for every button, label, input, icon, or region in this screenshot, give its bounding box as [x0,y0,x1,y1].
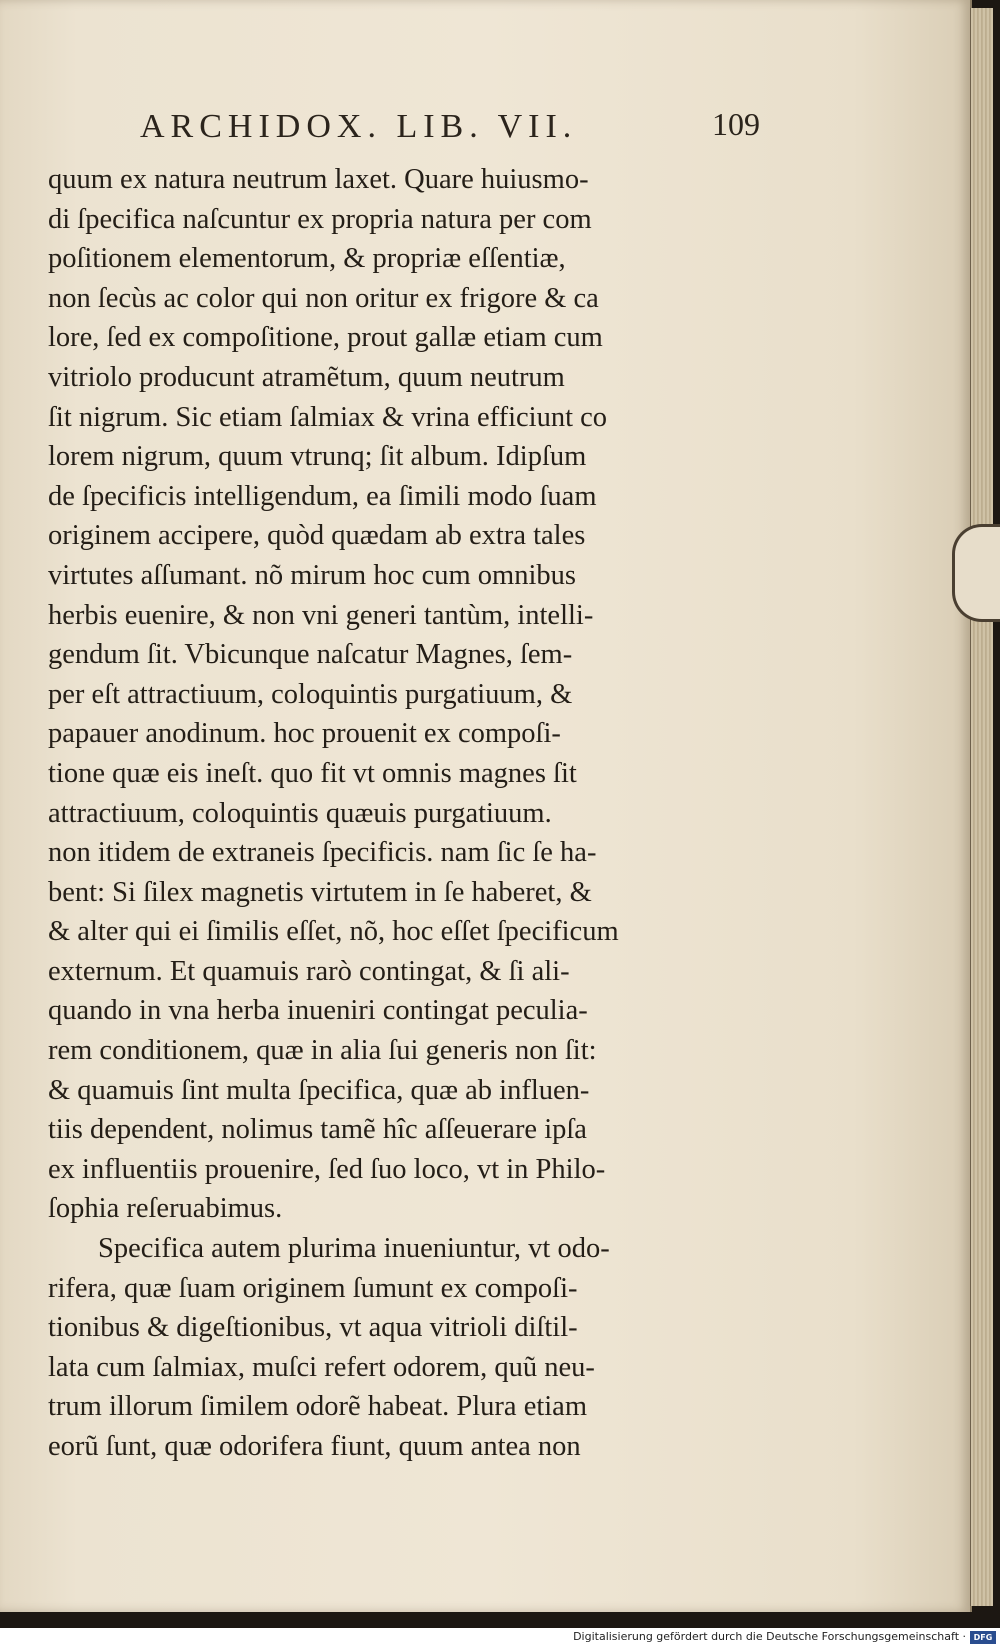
text-line: tionibus & digeſtionibus, vt aqua vitrioli diſtil- [48,1312,578,1344]
text-line: ſophia reſeruabimus. [48,1193,283,1225]
text-line: quando in vna herba inueniri contingat peculia- [48,995,588,1027]
running-title: ARCHIDOX. LIB. VII. [140,108,578,145]
text-line: herbis euenire, & non vni generi tantùm, intelli- [48,599,594,631]
text-line: tione quæ eis ineſt. quo fit vt omnis magnes ſit [48,757,577,789]
text-line: bent: Si ſilex magnetis virtutem in ſe haberet, & [48,876,592,908]
text-line: trum illorum ſimilem odorẽ habeat. Plura etiam [48,1391,587,1423]
dfg-logo: DFG [970,1631,996,1644]
page-header [140,108,760,152]
page-edges [970,8,993,1606]
text-line: rem conditionem, quæ in alia ſui generis non ſit: [48,1035,597,1067]
text-line: de ſpecificis intelligendum, ea ſimili modo ſuam [48,480,597,512]
text-line: ſit nigrum. Sic etiam ſalmiax & vrina efficiunt co [48,401,608,433]
text-line: originem accipere, quòd quædam ab extra tales [48,520,586,552]
text-line: di ſpecifica naſcuntur ex propria natura per com [48,203,592,235]
bookmark-ribbon [952,524,1000,622]
page-number: 109 [712,106,760,142]
text-line: eorũ ſunt, quæ odorifera fiunt, quum antea non [48,1431,581,1462]
text-line: & quamuis ſint multa ſpecifica, quæ ab influen- [48,1074,590,1106]
text-line: quum ex natura neutrum laxet. Quare huiusmo- [48,164,589,195]
text-line: poſitionem elementorum, & propriæ eſſentiæ, [48,243,566,275]
text-line: lata cum ſalmiax, muſci refert odorem, quũ neu- [48,1351,595,1383]
text-line: Specifica autem plurima inueniuntur, vt odo- [98,1233,610,1265]
digitization-credit: Digitalisierung gefördert durch die Deutsche Forschungsgemeinschaft · [573,1630,966,1643]
text-line: externum. Et quamuis rarò contingat, & ſi ali- [48,955,570,987]
text-line: rifera, quæ ſuam originem ſumunt ex compoſi- [48,1272,578,1304]
text-line: attractiuum, coloquintis quæuis purgatiuum. [48,797,552,829]
text-line: & alter qui ei ſimilis eſſet, nõ, hoc eſſet ſpecificum [48,916,619,948]
text-line: gendum ſit. Vbicunque naſcatur Magnes, ſem- [48,639,573,671]
text-line: lorem nigrum, quum vtrunq; ſit album. Idipſum [48,441,587,473]
text-line: papauer anodinum. hoc prouenit ex compoſi- [48,718,561,750]
text-line: virtutes aſſumant. nõ mirum hoc cum omnibus [48,559,576,591]
footer-bar [0,1628,1000,1648]
text-line: ex influentiis prouenire, ſed ſuo loco, vt in Philo- [48,1153,606,1185]
text-line: lore, ſed ex compoſitione, prout gallæ etiam cum [48,322,603,354]
text-line: non itidem de extraneis ſpecificis. nam ſic ſe ha- [48,837,597,869]
text-line: tiis dependent, nolimus tamẽ hîc aſſeuerare ipſa [48,1114,587,1146]
text-line: non ſecùs ac color qui non oritur ex frigore & ca [48,282,599,314]
body-text [48,160,768,1467]
text-line: vitriolo producunt atramẽtum, quum neutrum [48,361,565,393]
text-line: per eſt attractiuum, coloquintis purgatiuum, & [48,678,573,710]
